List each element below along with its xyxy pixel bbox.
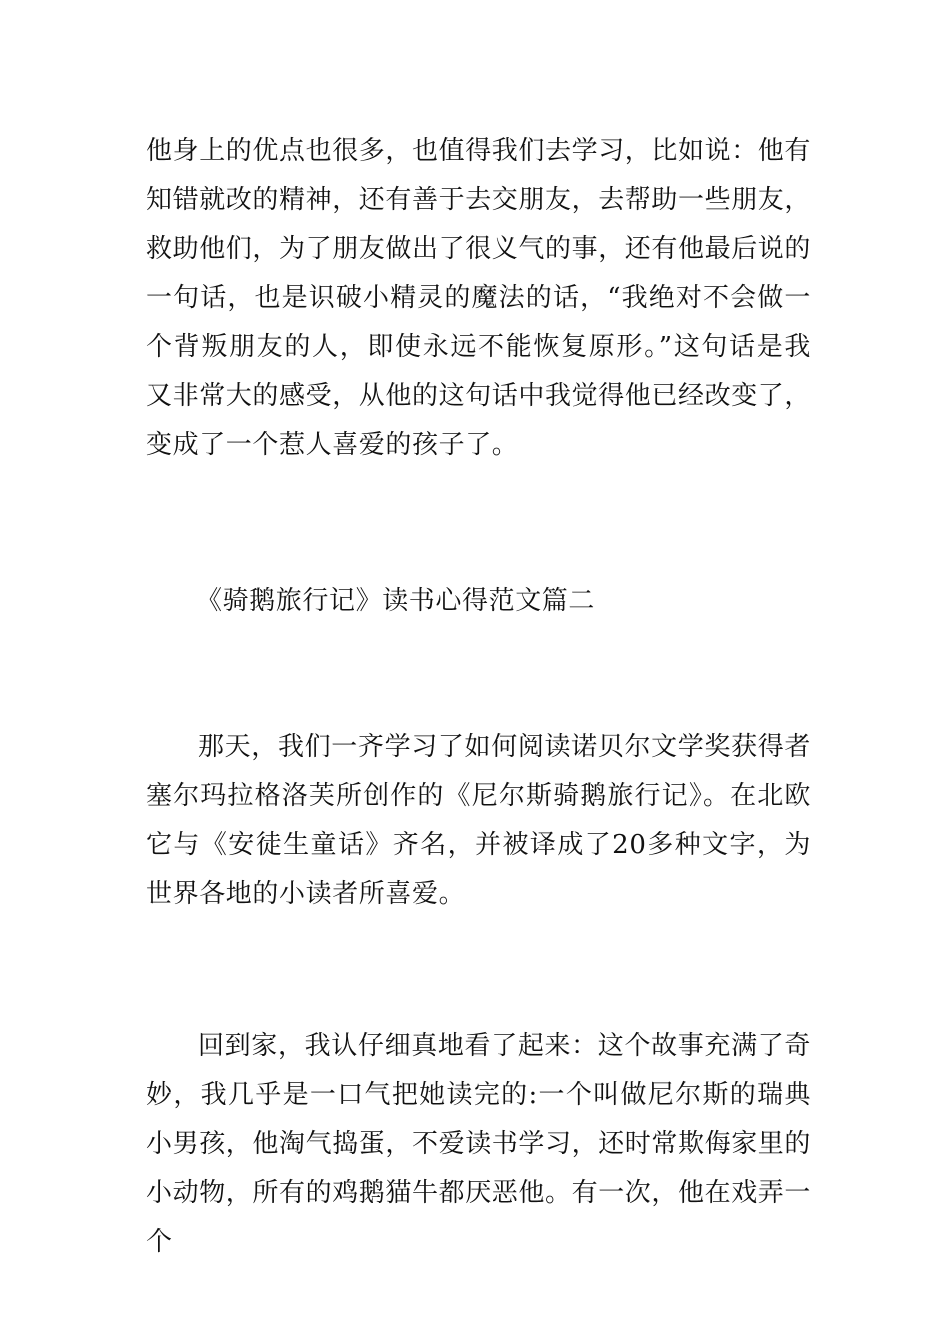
body-paragraph-2: 那天，我们一齐学习了如何阅读诺贝尔文学奖获得者塞尔玛拉格洛芙所创作的《尼尔斯骑鹅旅行记》。在北欧它与《安徒生童话》齐名，并被译成了20多种文字，为世界各地的小读者所喜爱。 xyxy=(146,732,811,909)
body-paragraph-3: 回到家，我认仔细真地看了起来：这个故事充满了奇妙，我几乎是一口气把她读完的:一个叫做尼尔斯的瑞典小男孩，他淘气捣蛋，不爱读书学习，还时常欺侮家里的小动物，所有的鸡鹅猫牛都厌恶他。有一次，他在戏弄一个 xyxy=(146,1031,812,1257)
body-paragraph-1: 他身上的优点也很多，也值得我们去学习，比如说：他有知错就改的精神，还有善于去交朋友，去帮助一些朋友，救助他们，为了朋友做出了很义气的事，还有他最后说的一句话，也是识破小精灵的魔法的话，“我绝对不会做一个背叛朋友的人，即使永远不能恢复原形。”这句话是我又非常大的感受，从他的这句话中我觉得他已经改变了，变成了一个惹人喜爱的孩子了。 xyxy=(146,136,812,460)
section-heading: 《骑鹅旅行记》读书心得范文篇二 xyxy=(196,586,596,616)
